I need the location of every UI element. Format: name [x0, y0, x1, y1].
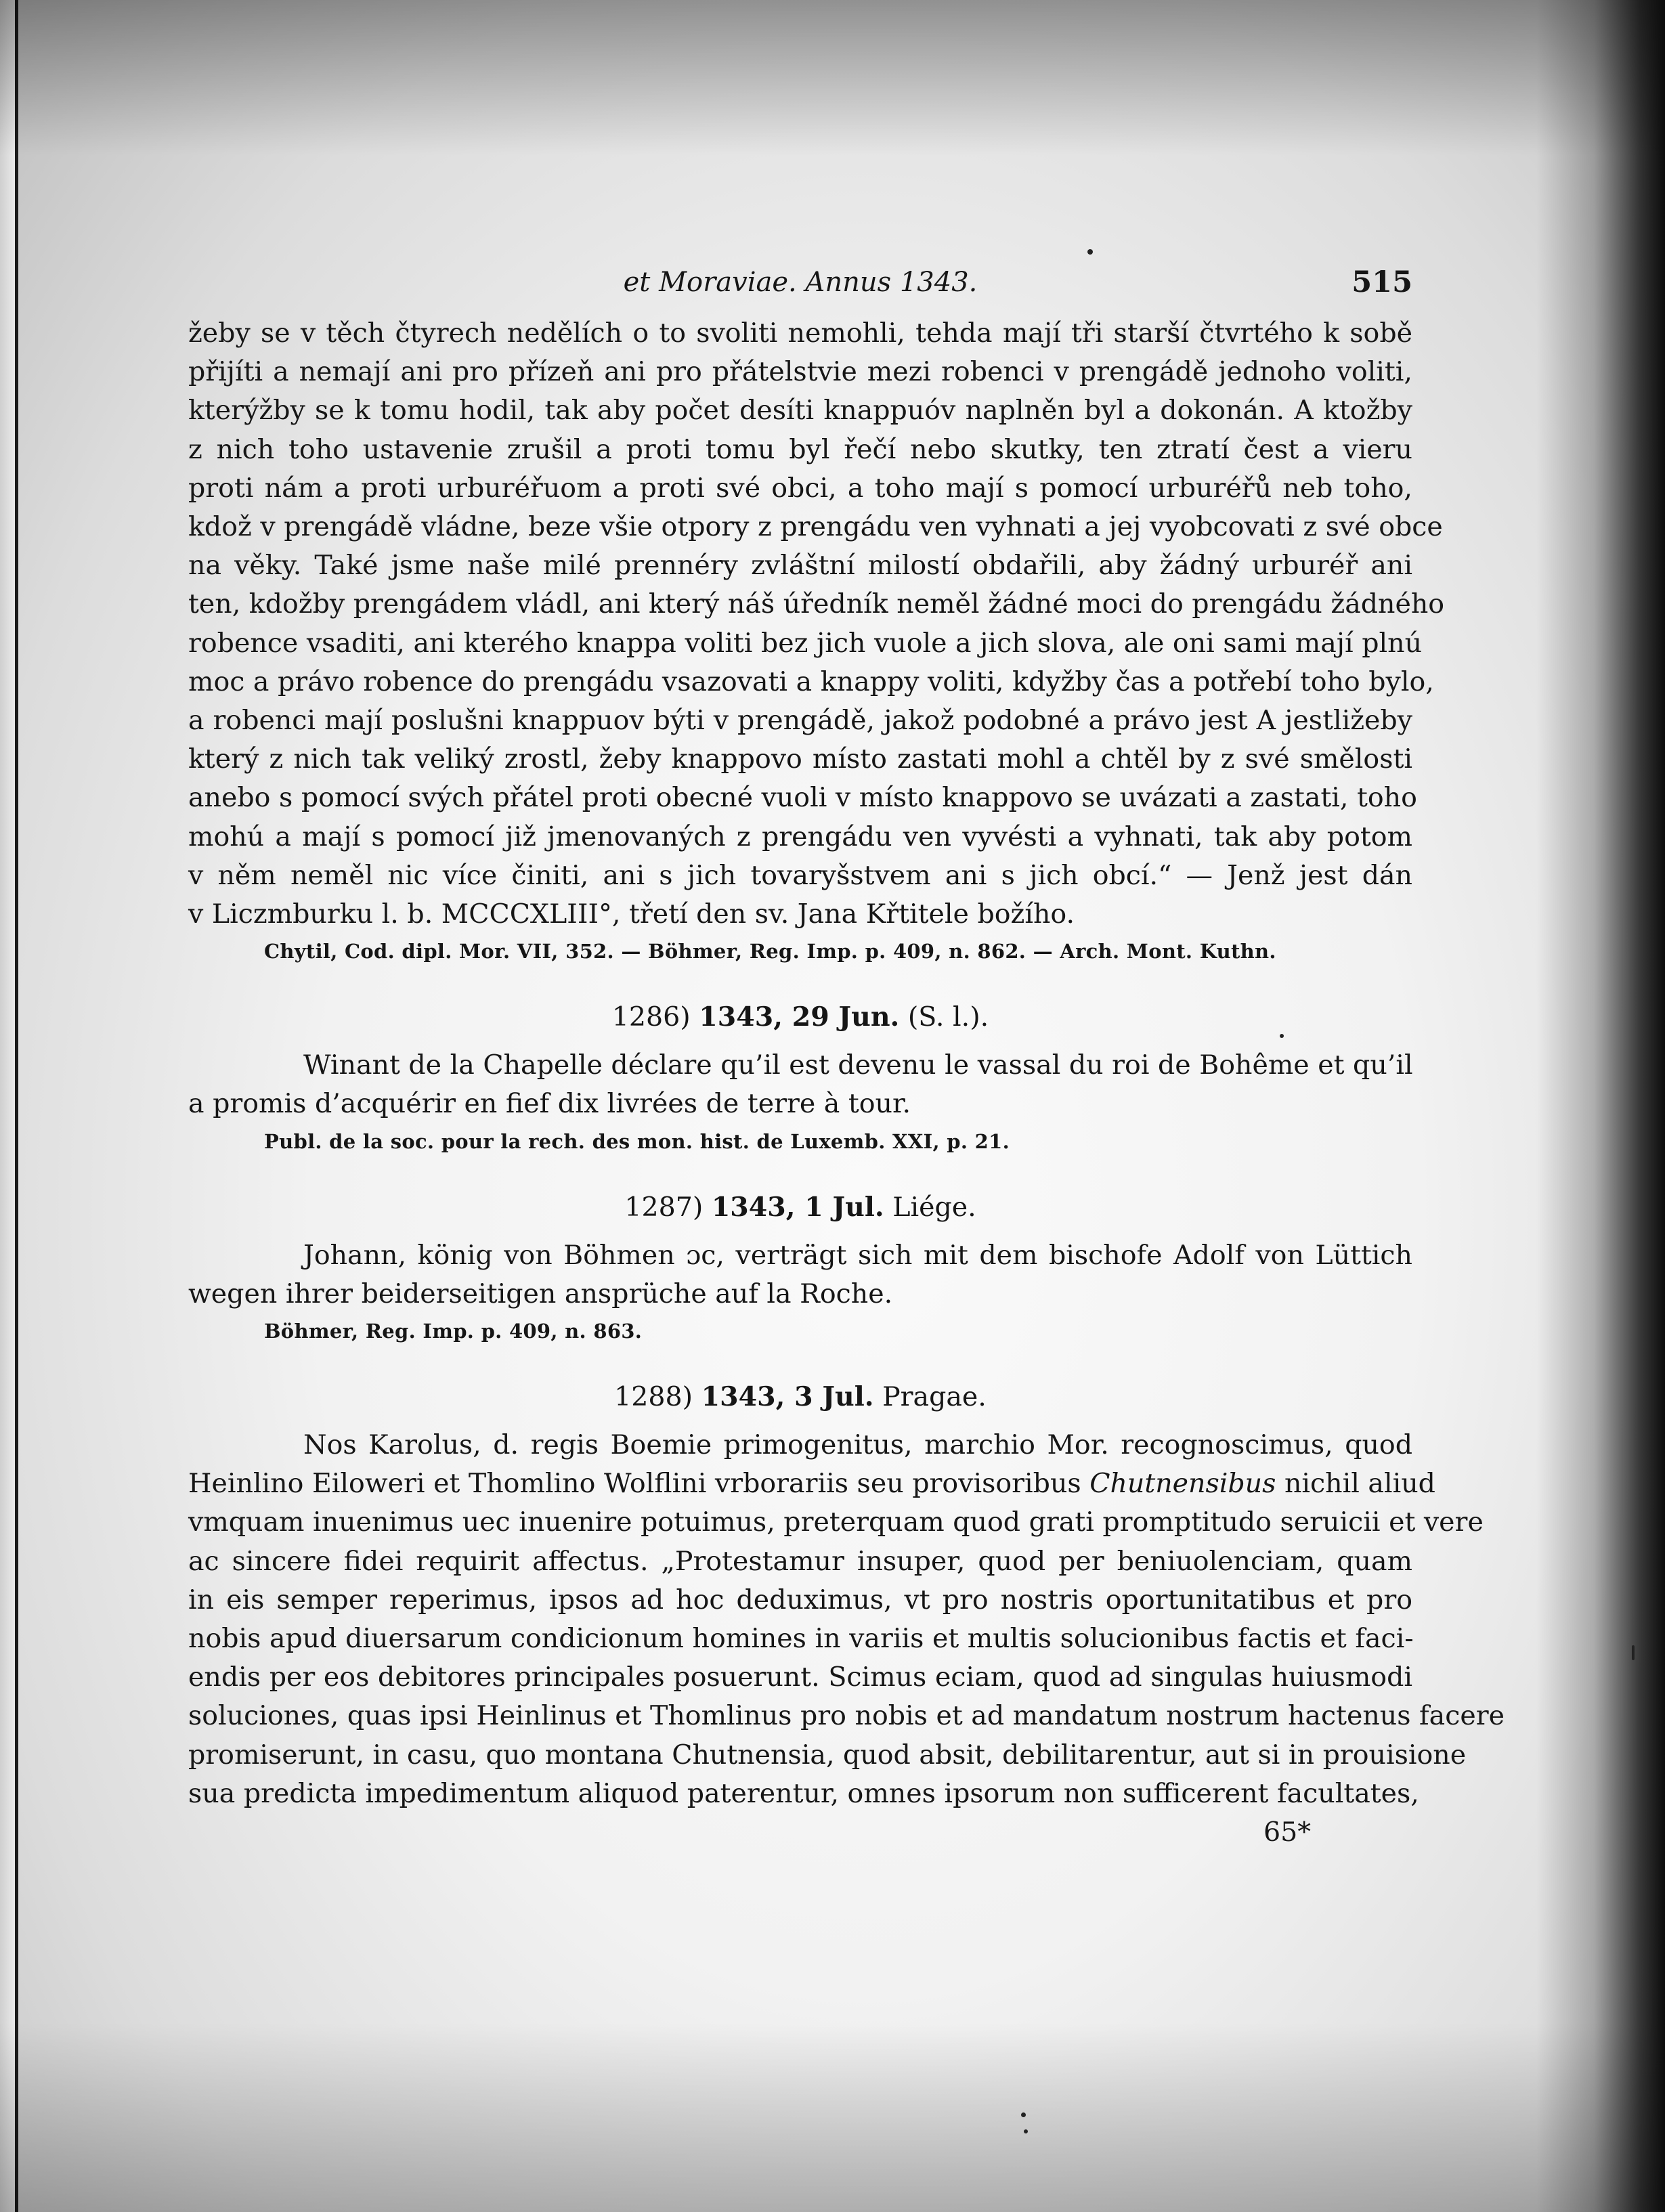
text-line: v Liczmburku l. b. MCCCXLIII°, třetí den sv. Jana Křtitele božího.	[188, 898, 1075, 930]
entry-place: (S. l.).	[907, 1001, 989, 1033]
bottom-shadow	[0, 2022, 1665, 2212]
entry-date: 1343, 29 Jun.	[699, 1001, 900, 1033]
scan-speck	[1632, 1645, 1635, 1660]
scan-speck	[1024, 2129, 1028, 2133]
document-page	[188, 259, 1505, 1851]
text-line: na věky. Také jsme naše milé prennéry zvláštní milostí obdařili, aby žádný urburéř ani	[188, 550, 1412, 582]
text-line: Winant de la Chapelle déclare qu’il est devenu le vassal du roi de Bohême et qu’il	[303, 1049, 1413, 1081]
text-line: nobis apud diuersarum condicionum homines in variis et multis solucionibus factis et faci-	[188, 1623, 1414, 1655]
left-page-edge	[15, 0, 18, 2212]
text-line: v něm neměl nic více činiti, ani s jich tovaryšstvem ani s jich obcí.“ — Jenž jest dán	[188, 859, 1412, 891]
entry-text-1288	[188, 1426, 1505, 1813]
text-line: Johann, könig von Böhmen ɔc, verträgt sich mit dem bischofe Adolf von Lüttich	[303, 1239, 1412, 1271]
text-line: moc a právo robence do prengádu vsazovati a knappy voliti, kdyžby čas a potřebí toho bylo,	[188, 666, 1434, 697]
text-line: a robenci mají poslušni knappuov býti v prengádě, jakož podobné a právo jest A jestližeby	[188, 705, 1412, 737]
text-line: kterýžby se k tomu hodil, tak aby počet desíti knappuóv naplněn byl a dokonán. A ktožby	[188, 395, 1412, 427]
entry-place: Pragae.	[882, 1381, 987, 1413]
entry-number: 1286)	[611, 1001, 691, 1033]
text-line: robence vsaditi, ani kterého knappa voliti bez jich vuole a jich slova, ale oni sami mají plnú	[188, 627, 1423, 659]
text-line: soluciones, quas ipsi Heinlinus et Thomlinus pro nobis et ad mandatum nostrum hactenus facere	[188, 1700, 1505, 1732]
text-fragment: Heinlino Eiloweri et Thomlino Wolflini vrborariis seu provisoribus	[188, 1468, 1081, 1500]
entry-heading-1286	[188, 997, 1412, 1037]
text-line: promiserunt, in casu, quo montana Chutnensia, quod absit, debilitarentur, aut si in prouisione	[188, 1739, 1467, 1771]
text-line: ac sincere fidei requirit affectus. „Protestamur insuper, quod per beniuolenciam, quam	[188, 1545, 1412, 1577]
entry-citation-1286: Publ. de la soc. pour la rech. des mon. hist. de Luxemb. XXI, p. 21.	[264, 1129, 1010, 1153]
entry-number: 1288)	[614, 1381, 693, 1413]
entry-heading-1287	[188, 1188, 1412, 1227]
page-number: 515	[1352, 265, 1412, 299]
signature-mark: 65*	[1263, 1817, 1311, 1848]
text-line: žeby se v těch čtyrech nedělích o to svoliti nemohli, tehda mají tři starší čtvrtého k sobě	[188, 318, 1412, 349]
entry-citation-1287: Böhmer, Reg. Imp. p. 409, n. 863.	[264, 1320, 643, 1343]
entry-place: Liége.	[892, 1191, 976, 1223]
entry-date: 1343, 3 Jul.	[701, 1381, 874, 1413]
scan-speck	[1021, 2112, 1026, 2117]
left-margin-shadow	[0, 0, 15, 2212]
top-shadow	[0, 0, 1665, 156]
text-line: vmquam inuenimus uec inuenire potuimus, preterquam quod grati promptitudo seruicii et vere	[188, 1506, 1484, 1538]
text-line: z nich toho ustavenie zrušil a proti tomu byl řečí nebo skutky, ten ztratí čest a vieru	[188, 433, 1412, 465]
italic-word: Chutnensibus	[1089, 1468, 1276, 1500]
entry-heading-1288	[188, 1377, 1412, 1416]
text-line: ten, kdožby prengádem vládl, ani který náš úředník neměl žádné moci do prengádu žádného	[188, 588, 1445, 620]
text-line: mohú a mají s pomocí již jmenovaných z prengádu ven vyvésti a vyhnati, tak aby potom	[188, 821, 1412, 852]
scan-speck	[1280, 1034, 1284, 1038]
text-line: proti nám a proti urburéřuom a proti své obci, a toho mají s pomocí urburéřů neb toho,	[188, 472, 1412, 504]
intro-paragraph	[188, 314, 1445, 934]
text-line: in eis semper reperimus, ipsos ad hoc deduximus, vt pro nostris oportunitatibus et pro	[188, 1584, 1412, 1615]
text-line: sua predicta impedimentum aliquod paterentur, omnes ipsorum non sufficerent facultates,	[188, 1777, 1419, 1809]
running-header	[188, 259, 1412, 306]
text-line: wegen ihrer beiderseitigen ansprüche auf la Roche.	[188, 1278, 893, 1309]
text-line: Nos Karolus, d. regis Boemie primogenitus, marchio Mor. recognoscimus, quod	[303, 1429, 1412, 1461]
entry-text-1286	[188, 1046, 1412, 1123]
scan-speck	[1087, 249, 1093, 255]
text-line: přijíti a nemají ani pro přízeň ani pro přátelstvie mezi robenci v prengádě jednoho voliti,	[188, 356, 1412, 388]
text-line: kdož v prengádě vládne, beze všie otpory z prengádu ven vyhnati a jej vyobcovati z své obce	[188, 511, 1443, 543]
intro-citation: Chytil, Cod. dipl. Mor. VII, 352. — Böhmer, Reg. Imp. p. 409, n. 862. — Arch. Mont. Kuthn.	[264, 940, 1276, 963]
entry-date: 1343, 1 Jul.	[711, 1191, 884, 1223]
text-line: a promis d’acquérir en fief dix livrées de terre à tour.	[188, 1088, 911, 1120]
running-title: et Moraviae. Annus 1343.	[623, 267, 978, 298]
text-line: endis per eos debitores principales posuerunt. Scimus eciam, quod ad singulas huiusmodi	[188, 1662, 1412, 1693]
text-fragment: nichil aliud	[1284, 1468, 1435, 1500]
entry-text-1287	[188, 1236, 1412, 1314]
text-line-with-italic	[188, 1465, 1435, 1503]
text-line: anebo s pomocí svých přátel proti obecné vuoli v místo knappovo se uvázati a zastati, toho	[188, 782, 1417, 814]
text-line: který z nich tak veliký zrostl, žeby knappovo místo zastati mohl a chtěl by z své smělosti	[188, 743, 1412, 775]
right-gutter-shadow	[1536, 0, 1665, 2212]
entry-number: 1287)	[624, 1191, 704, 1223]
